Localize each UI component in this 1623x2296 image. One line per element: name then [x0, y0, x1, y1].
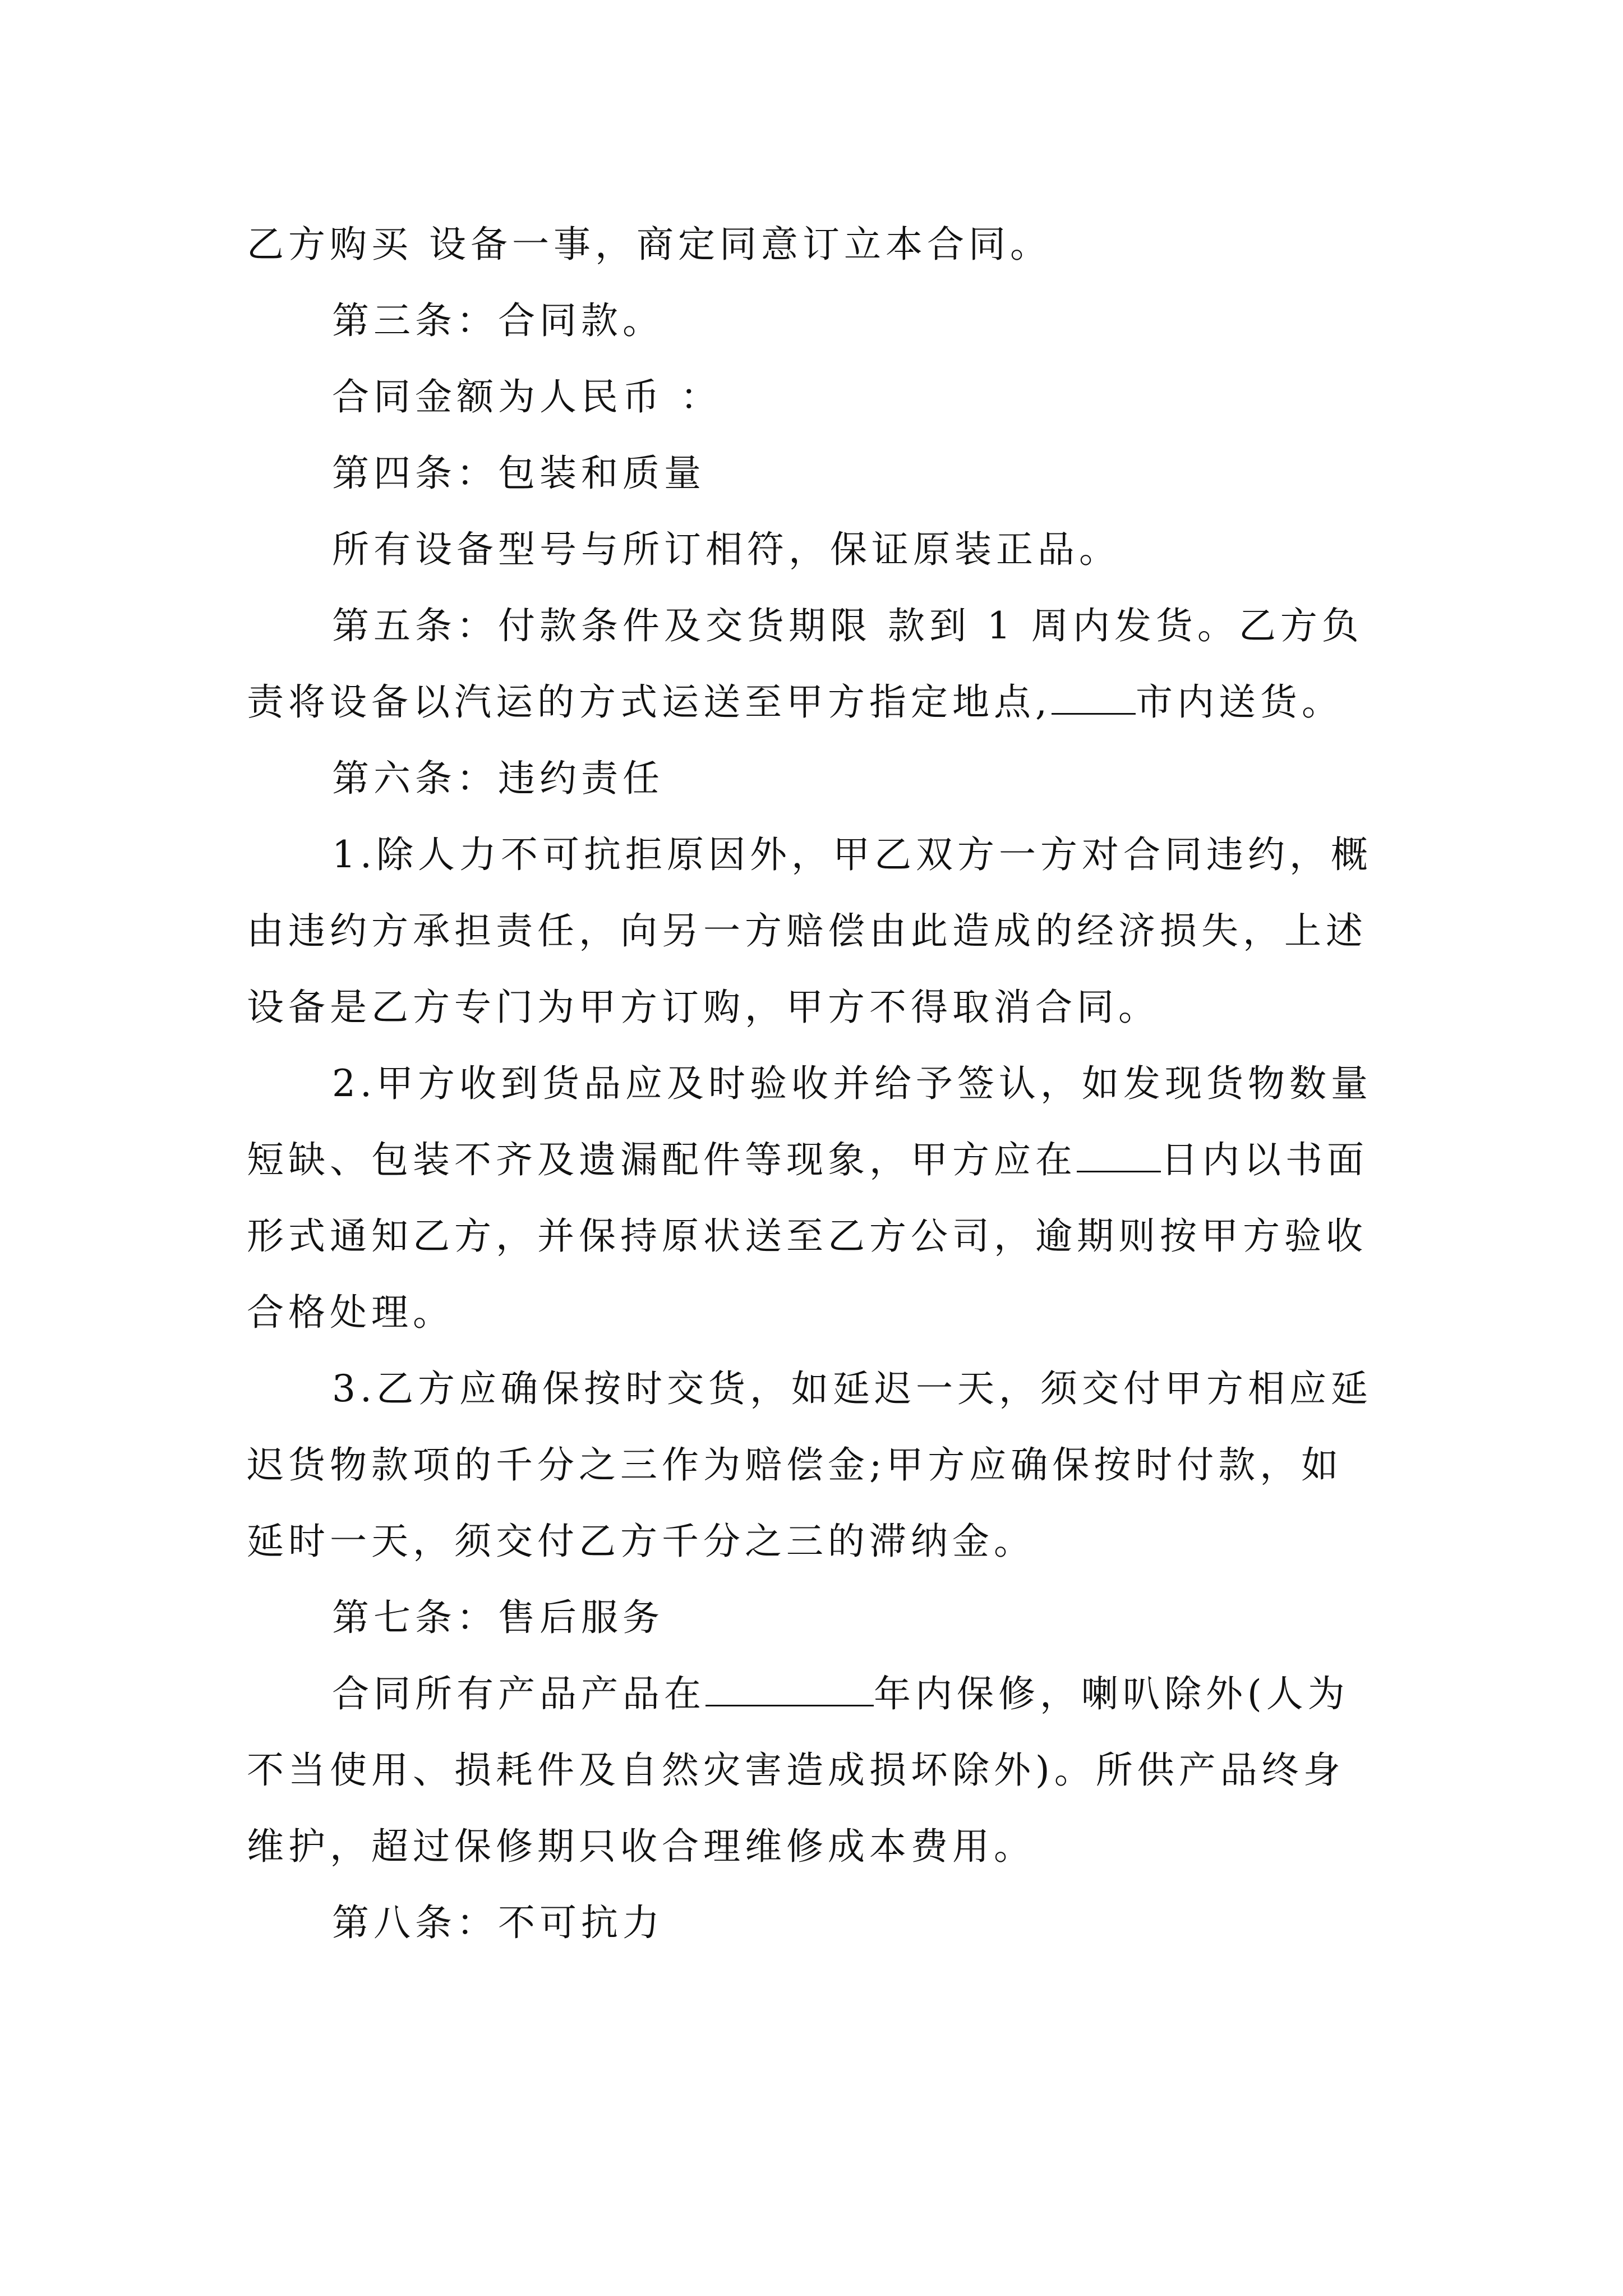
article-7-title: 第七条：售后服务 [332, 1596, 664, 1639]
article-6-item-1: 1.除人力不可抗拒原因外，甲乙双方一方对合同违约，概由违约方承担责任，向另一方赔偿由此造成的经济损失，上述设备是乙方专门为甲方订购，甲方不得取消合同。 [247, 833, 1372, 1029]
article-6-item-2-end: 日内以书面形式通知乙方，并保持原状送至乙方公司，逾期则按甲方验收合格处理。 [247, 1138, 1368, 1334]
article-5-text-end: 市内送货。 [1135, 680, 1343, 724]
article-8-title: 第八条：不可抗力 [332, 1901, 664, 1944]
article-7-text-end: 年内保修，喇叭除外(人为不当使用、损耗件及自然灾害造成损坏除外)。所供产品终身维护，超过保修期只收合理维修成本费用。 [247, 1672, 1349, 1868]
delivery-city-blank [1052, 679, 1136, 715]
article-7-warranty [247, 1656, 1380, 1885]
article-7-text-start: 合同所有产品产品在 [332, 1672, 706, 1715]
article-6-item-3: 3.乙方应确保按时交货，如延迟一天，须交付甲方相应延迟货物款项的千分之三作为赔偿金;甲方应确保按时付款，如延时一天，须交付乙方千分之三的滞纳金。 [247, 1367, 1372, 1563]
article-5-text-start: 第五条：付款条件及交货期限 款到 1 周内发货。乙方负责将设备以汽运的方式运送至甲方指定地点, [247, 604, 1363, 724]
contract-text [247, 206, 1380, 1961]
article-5-payment-delivery [247, 588, 1380, 740]
warranty-years-blank [706, 1671, 874, 1706]
article-3-amount: 合同金额为人民币 ： [332, 375, 722, 418]
article-6-item-2-start: 2.甲方收到货品应及时验收并给予签认，如发现货物数量短缺、包装不齐及遗漏配件等现象，甲方应在 [247, 1062, 1372, 1181]
inspection-days-blank [1077, 1137, 1161, 1172]
purchase-intro: 乙方购买 设备一事，商定同意订立本合同。 [247, 223, 1052, 266]
article-6-item-2 [247, 1046, 1380, 1351]
article-4-title: 第四条：包装和质量 [332, 452, 706, 495]
article-3-title: 第三条：合同款。 [332, 299, 664, 342]
article-6-title: 第六条：违约责任 [332, 757, 664, 800]
article-4-body: 所有设备型号与所订相符，保证原装正品。 [332, 528, 1121, 571]
